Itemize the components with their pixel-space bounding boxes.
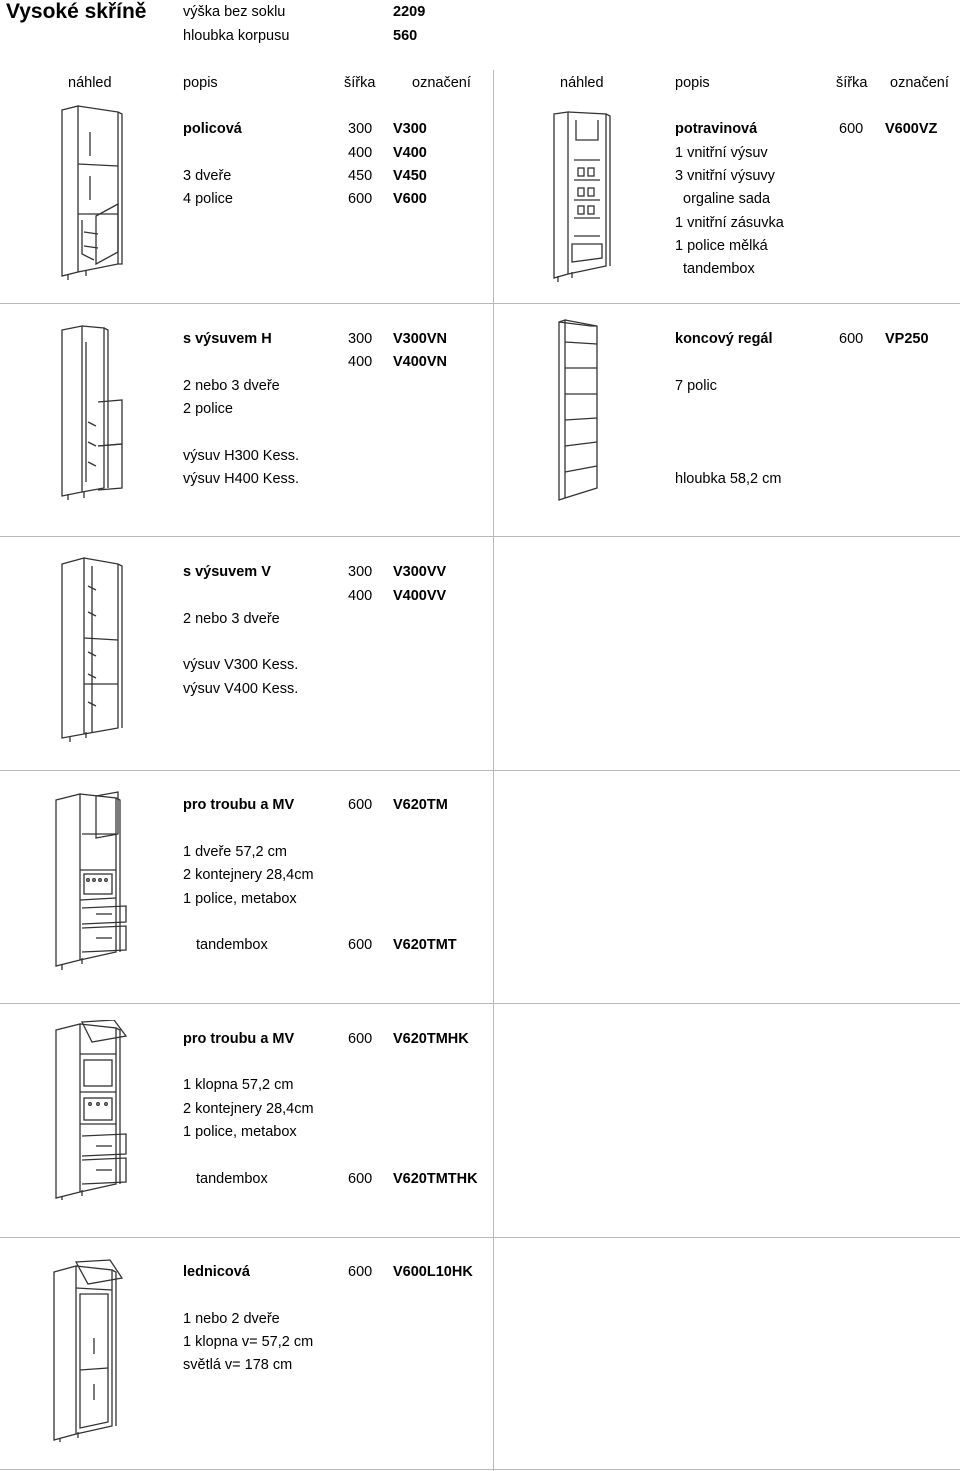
cabinet-name: s výsuvem H — [183, 331, 272, 347]
column-divider — [493, 70, 494, 303]
row-divider — [0, 1237, 960, 1238]
cabinet-name: s výsuvem V — [183, 564, 271, 580]
row-divider — [0, 770, 960, 771]
variant-width: 600 — [348, 1264, 373, 1280]
col-header-description: popis — [183, 75, 218, 91]
variant-code: V620TMT — [393, 937, 457, 953]
height-label: výška bez soklu — [183, 4, 286, 20]
cabinet-detail: 1 vnitřní výsuv — [675, 145, 768, 161]
cabinet-detail: 1 klopna 57,2 cm — [183, 1077, 294, 1093]
cabinet-name: policová — [183, 121, 242, 137]
cabinet-detail: 4 police — [183, 191, 233, 207]
variant-code: V400VV — [393, 588, 447, 604]
col-header-width: šířka — [344, 75, 376, 91]
cabinet-detail: 3 vnitřní výsuvy — [675, 168, 775, 184]
variant-code: V300 — [393, 121, 427, 137]
variant-code: V400 — [393, 145, 427, 161]
row-divider — [0, 303, 960, 304]
cabinet-fridge-drawing — [46, 1258, 132, 1442]
row-divider — [0, 1469, 960, 1470]
end-shelf-drawing — [555, 318, 603, 502]
cabinet-name: pro troubu a MV — [183, 1031, 295, 1047]
variant-width: 600 — [839, 331, 864, 347]
cabinet-detail: výsuv H300 Kess. — [183, 448, 300, 464]
variant-code: V450 — [393, 168, 427, 184]
cabinet-detail: 2 kontejnery 28,4cm — [183, 1101, 314, 1117]
cabinet-detail: 1 police, metabox — [183, 891, 297, 907]
variant-width: 600 — [348, 1031, 373, 1047]
row-divider — [0, 1003, 960, 1004]
cabinet-detail: výsuv V400 Kess. — [183, 681, 299, 697]
cabinet-detail: 2 kontejnery 28,4cm — [183, 867, 314, 883]
column-divider — [493, 303, 494, 1471]
cabinet-detail: 1 vnitřní zásuvka — [675, 215, 784, 231]
variant-code: V300VN — [393, 331, 448, 347]
cabinet-detail: 7 polic — [675, 378, 717, 394]
variant-width: 600 — [348, 937, 373, 953]
col-header-code-right: označení — [890, 75, 949, 91]
variant-code: V600VZ — [885, 121, 938, 137]
variant-width: 300 — [348, 331, 373, 347]
cabinet-detail: orgaline sada — [683, 191, 771, 207]
cabinet-detail: výsuv V300 Kess. — [183, 657, 299, 673]
cabinet-pantry-drawing — [548, 110, 618, 282]
cabinet-name: potravinová — [675, 121, 758, 137]
col-header-preview-right: náhled — [560, 75, 604, 91]
variant-width: 600 — [348, 191, 373, 207]
cabinet-shelf-drawing — [56, 104, 136, 280]
variant-width: 450 — [348, 168, 373, 184]
cabinet-name: pro troubu a MV — [183, 797, 295, 813]
cabinet-detail: výsuv H400 Kess. — [183, 471, 300, 487]
variant-width: 600 — [348, 797, 373, 813]
depth-value: 560 — [393, 28, 418, 44]
variant-code: V300VV — [393, 564, 447, 580]
cabinet-detail: 1 klopna v= 57,2 cm — [183, 1334, 314, 1350]
variant-code: V600 — [393, 191, 427, 207]
cabinet-detail: 2 nebo 3 dveře — [183, 611, 280, 627]
variant-width: 600 — [839, 121, 864, 137]
variant-code: V620TM — [393, 797, 448, 813]
height-value: 2209 — [393, 4, 426, 20]
cabinet-detail: 1 dveře 57,2 cm — [183, 844, 287, 860]
cabinet-detail: 2 police — [183, 401, 233, 417]
variant-code: V400VN — [393, 354, 448, 370]
variant-width: 300 — [348, 564, 373, 580]
depth-label: hloubka korpusu — [183, 28, 290, 44]
cabinet-detail: 1 nebo 2 dveře — [183, 1311, 280, 1327]
cabinet-oven-flap-drawing — [52, 1020, 136, 1200]
cabinet-pullout-h-drawing — [58, 322, 130, 500]
variant-width: 400 — [348, 354, 373, 370]
cabinet-oven-drawing — [52, 790, 136, 970]
cabinet-pullout-v-drawing — [58, 556, 130, 742]
col-header-width-right: šířka — [836, 75, 868, 91]
cabinet-name: koncový regál — [675, 331, 773, 347]
variant-width: 300 — [348, 121, 373, 137]
cabinet-detail: 1 police, metabox — [183, 1124, 297, 1140]
cabinet-detail: světlá v= 178 cm — [183, 1357, 293, 1373]
col-header-description-right: popis — [675, 75, 710, 91]
cabinet-name: lednicová — [183, 1264, 250, 1280]
variant-label: tandembox — [196, 1171, 268, 1187]
variant-code: V600L10HK — [393, 1264, 473, 1280]
page-title: Vysoké skříně — [6, 0, 147, 23]
cabinet-detail: hloubka 58,2 cm — [675, 471, 782, 487]
cabinet-detail: 2 nebo 3 dveře — [183, 378, 280, 394]
variant-width: 400 — [348, 588, 373, 604]
variant-label: tandembox — [196, 937, 268, 953]
cabinet-detail: 3 dveře — [183, 168, 232, 184]
variant-code: V620TMHK — [393, 1031, 469, 1047]
cabinet-detail: 1 police mělká — [675, 238, 768, 254]
col-header-preview: náhled — [68, 75, 112, 91]
col-header-code: označení — [412, 75, 471, 91]
variant-width: 400 — [348, 145, 373, 161]
variant-code: VP250 — [885, 331, 929, 347]
cabinet-detail: tandembox — [683, 261, 755, 277]
variant-code: V620TMTHK — [393, 1171, 478, 1187]
row-divider — [0, 536, 960, 537]
variant-width: 600 — [348, 1171, 373, 1187]
